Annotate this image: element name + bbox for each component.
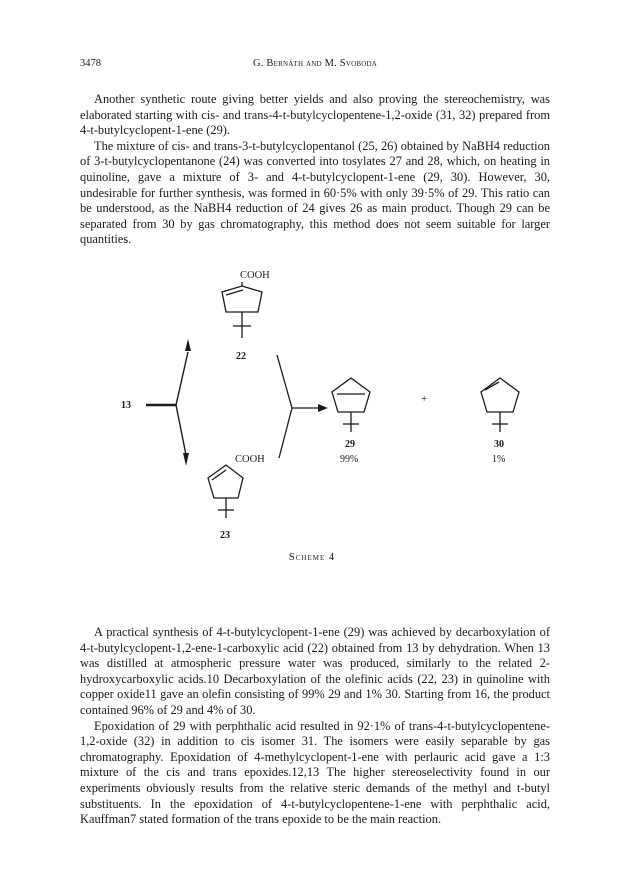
arrowhead-up [185, 339, 191, 351]
label-29: 29 [345, 439, 355, 450]
scheme-caption: Scheme 4 [288, 552, 336, 563]
label-30-yield: 1% [492, 454, 506, 465]
running-head-authors: G. Bernáth and M. Svoboda [252, 58, 377, 69]
plus-sign: + [421, 393, 428, 405]
label-23: 23 [220, 530, 230, 541]
page-number: 3478 [80, 58, 101, 69]
label-23-cooh: COOH [235, 454, 265, 465]
label-13: 13 [121, 400, 131, 411]
structure-29 [332, 378, 370, 432]
label-22-cooh: COOH [240, 270, 270, 281]
structure-22 [222, 282, 262, 338]
paragraph: A practical synthesis of 4-t-butylcyclopent-1-ene (29) was achieved by decarboxylation of 4-t-butylcyclopent-1,2-ene-1-carboxylic acid (22) obtained from 13 by dehydration. When 13 was distilled at atmospheric pressure water was produced, similarly to the related 2-hydroxycarboxylic acids.10 Decarboxylation of the olefinic acids (22, 23) in quinoline with copper oxide11 gave an olefin consisting of 99% 29 and 1% 30. Starting from 16, the product contained 96% of 29 and 4% of 30. [80, 625, 550, 717]
body-text-bottom [80, 625, 550, 828]
label-30: 30 [494, 439, 504, 450]
paragraph: Epoxidation of 29 with perphthalic acid resulted in 92·1% of trans-4-t-butylcyclopentene-1,2-oxide (32) in addition to cis isomer 31. The isomers were easily separable by gas chromatography. Epoxidation of 4-methylcyclopent-1-ene with perlauric acid gave a 1:3 mixture of the cis and trans epoxides.12,13 The higher stereoselectivity found in our experiments obviously results from the relative steric demands of the methyl and t-butyl substituents. In the epoxidation of 4-t-butylcyclopentene-1-ene with perphthalic acid, Kauffman7 stated formation of the trans epoxide to be the main reaction. [80, 718, 550, 827]
paragraph: The mixture of cis- and trans-3-t-butylcyclopentanol (25, 26) obtained by NaBH4 reduction of 3-t-butylcyclopentanone (24) was converted into tosylates 27 and 28, which, on heating in quinoline, gave a mixture of 3- and 4-t-butylcyclopent-1-ene (29, 30). However, 30, undesirable for further synthesis, was formed in 60·5% with only 39·5% of 29. This ratio can be understood, as the NaBH4 reduction of 24 gives 26 as main product. Though 29 can be separated from 30 by gas chromatography, this method does not seem suitable for larger quantities. [80, 138, 550, 247]
label-29-yield: 99% [340, 454, 359, 465]
arrowhead-right [318, 404, 328, 412]
label-22: 22 [236, 351, 246, 362]
reaction-arrows [146, 352, 318, 458]
structure-23 [208, 465, 243, 518]
structure-30 [481, 378, 519, 432]
arrowhead-down [183, 453, 189, 466]
paragraph: Another synthetic route giving better yields and also proving the stereochemistry, was elaborated starting with cis- and trans-4-t-butylcyclopentene-1,2-oxide (31, 32) prepared from 4-t-butylcyclopent-1-ene (29). [80, 92, 550, 138]
